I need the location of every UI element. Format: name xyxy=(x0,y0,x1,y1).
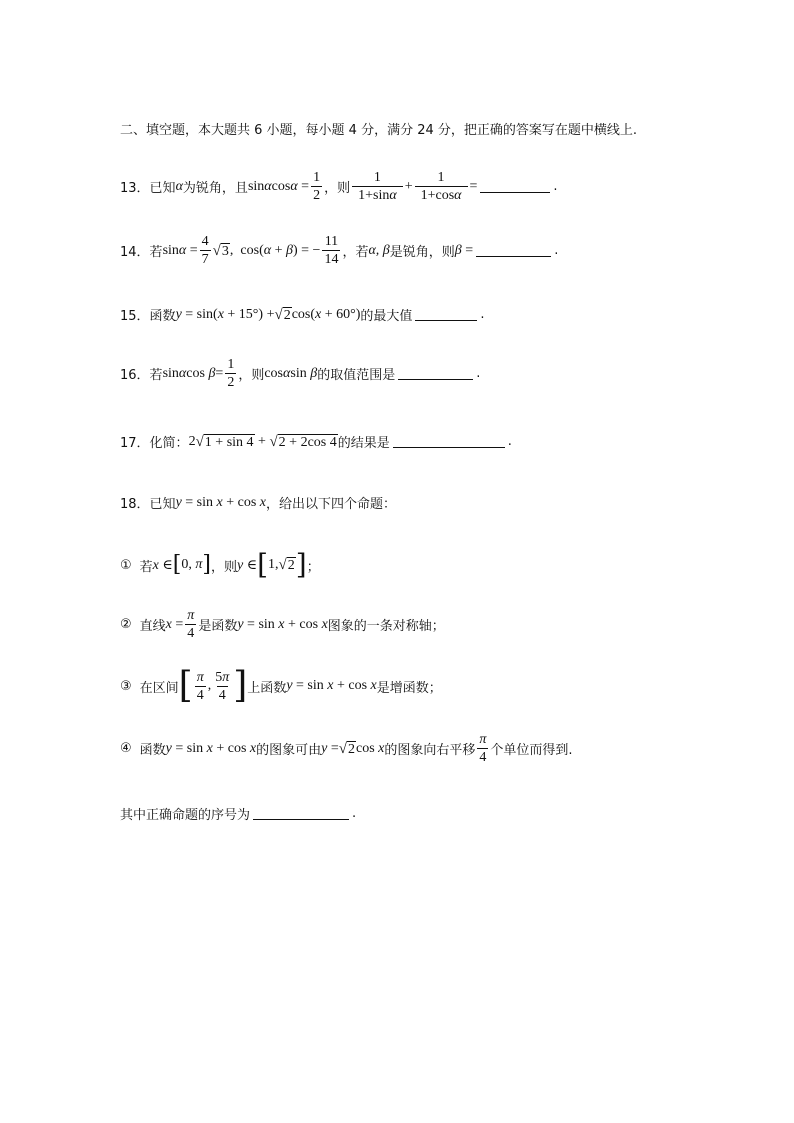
q15-text-1: 函数 xyxy=(149,309,176,324)
section-heading xyxy=(120,119,637,138)
q16-number: 16． xyxy=(120,368,150,383)
q13-frac-sin-num: 1 xyxy=(373,170,381,185)
q14-text-3: 是锐角，则 xyxy=(389,245,455,260)
q14-text-2: ，若 xyxy=(342,245,369,260)
prop4-sqrt2-value: 2 xyxy=(348,741,355,757)
prop3-formula: y = sin x + cos x xyxy=(286,678,377,693)
q13-text-1: 已知 xyxy=(149,181,176,196)
q13-end: . xyxy=(553,179,558,194)
q14-eleven-fourteenths xyxy=(322,234,340,267)
q15-end: . xyxy=(480,307,485,322)
prop2-pi-over-4 xyxy=(185,608,196,641)
q18-text-1: 已知 xyxy=(149,497,176,512)
q15-sqrt2-value: 2 xyxy=(283,307,291,323)
q16-end: . xyxy=(476,366,481,381)
prop1-marker: ① xyxy=(120,557,132,573)
question-16 xyxy=(120,357,480,390)
final-end: . xyxy=(352,806,357,821)
q14-num-11: 11 xyxy=(324,234,339,249)
prop3-5pi-over-4 xyxy=(213,670,231,703)
final-question xyxy=(120,804,356,823)
prop2-x-eq: x = xyxy=(165,616,184,632)
q13-frac-cos-num: 1 xyxy=(437,170,445,185)
prop1-radical-icon: √ xyxy=(278,557,287,573)
q16-sin-cos: sinαcos β= xyxy=(162,365,224,381)
q13-half-fraction xyxy=(311,170,322,203)
q16-half-fraction xyxy=(225,357,236,390)
prop2-formula: y = sin x + cos x xyxy=(237,616,328,632)
q13-frac-cos xyxy=(415,170,468,203)
prop4-text-1: 函数 xyxy=(139,743,166,758)
q14-answer-blank[interactable] xyxy=(476,244,551,257)
prop4-cos-x: cos x xyxy=(356,740,385,756)
prop4-sqrt2 xyxy=(339,741,356,757)
q17-sqrt-b-value: 2 + 2cos 4 xyxy=(278,434,337,450)
q13-frac-sin xyxy=(352,170,403,203)
prop1-text-2: ，则 xyxy=(210,559,237,575)
q16-half-den: 2 xyxy=(227,375,235,390)
q16-half-num: 1 xyxy=(227,357,235,372)
q17-sqrt-a-value: 1 + sin 4 xyxy=(204,434,254,450)
question-17 xyxy=(120,432,512,451)
prop3-four-b: 4 xyxy=(218,687,226,703)
q15-number: 15． xyxy=(120,309,150,324)
prop1-range-one: 1, xyxy=(268,557,279,572)
question-15 xyxy=(120,305,485,324)
prop2-text-2: 是函数 xyxy=(198,619,238,634)
prop3-text-3: 是增函数； xyxy=(376,680,442,696)
q17-number: 17． xyxy=(120,436,150,451)
question-18 xyxy=(120,493,396,512)
q17-text-2: 的结果是 xyxy=(337,436,390,451)
q13-frac-cos-den: 1+cosα xyxy=(415,186,468,203)
q13-number: 13． xyxy=(120,181,150,196)
prop3-comma: , xyxy=(207,678,212,693)
prop3-marker: ③ xyxy=(120,678,132,694)
prop4-text-3: 的图象向右平移 xyxy=(384,743,476,758)
q14-num-4: 4 xyxy=(201,234,209,249)
prop3-pi-a: π xyxy=(196,669,204,685)
q17-sqrt-b xyxy=(269,434,337,450)
prop1-left-bracket-icon: [ xyxy=(172,552,182,577)
q14-end: . xyxy=(554,243,559,258)
q13-frac-sin-den: 1+sinα xyxy=(352,186,403,203)
q17-coef: 2 xyxy=(188,433,196,449)
q13-alpha: α xyxy=(175,178,183,194)
proposition-4 xyxy=(120,732,573,765)
prop4-marker: ④ xyxy=(120,741,132,756)
prop3-5pi: 5π xyxy=(215,669,230,685)
prop4-pi-over-4 xyxy=(477,732,488,765)
q13-text-2: 为锐角，且 xyxy=(182,181,248,196)
prop1-sqrt2 xyxy=(279,557,296,573)
q15-answer-blank[interactable] xyxy=(415,308,477,321)
prop4-text-4: 个单位而得到. xyxy=(490,743,573,758)
q17-radical-a-icon: √ xyxy=(195,433,204,450)
q14-number: 14． xyxy=(120,245,150,260)
prop3-left-bracket-icon: [ xyxy=(178,665,193,706)
q13-answer-blank[interactable] xyxy=(480,180,550,193)
q17-plus: + xyxy=(254,433,270,449)
q15-formula-a: y = sin(x + 15°) + xyxy=(175,306,275,322)
q18-number: 18． xyxy=(120,497,150,512)
q18-formula: y = sin x + cos x xyxy=(175,494,267,510)
question-13 xyxy=(120,170,558,203)
q17-answer-blank[interactable] xyxy=(393,435,505,448)
prop2-pi: π xyxy=(187,608,195,623)
q14-den-14: 14 xyxy=(324,252,339,267)
prop4-formula-a: y = sin x + cos x xyxy=(165,740,257,756)
prop1-text-1: 若 xyxy=(139,559,153,575)
q18-text-2: ，给出以下四个命题： xyxy=(266,497,397,512)
q17-sqrt-a xyxy=(196,434,255,450)
q14-cos-sum: , cos(α + β) = − xyxy=(229,242,321,258)
q14-sqrt3-value: 3 xyxy=(221,243,229,259)
q14-beta-eq: β = xyxy=(454,242,474,258)
prop1-range-left-bracket-icon: [ xyxy=(257,548,269,581)
prop1-end: ； xyxy=(306,559,320,575)
q14-sin-alpha: sinα = xyxy=(162,242,198,258)
q15-radical-icon: √ xyxy=(274,306,283,323)
prop4-radical-icon: √ xyxy=(338,740,347,757)
prop4-four: 4 xyxy=(479,750,487,765)
prop1-y-in: y ∈ xyxy=(236,557,258,573)
q13-half-num: 1 xyxy=(313,170,321,185)
final-text: 其中正确命题的序号为 xyxy=(120,808,251,823)
q14-sqrt3 xyxy=(213,243,230,259)
proposition-1 xyxy=(120,548,320,581)
q17-text-1: 化简： xyxy=(149,436,189,451)
q16-text-2: ，则 xyxy=(238,368,265,383)
q15-formula-b: cos(x + 60°) xyxy=(291,306,361,322)
prop1-sqrt2-value: 2 xyxy=(287,558,295,573)
prop4-text-2: 的图象可由 xyxy=(256,743,322,758)
q15-sqrt2 xyxy=(274,307,291,323)
q13-text-3: ，则 xyxy=(324,181,351,196)
prop2-text-3: 图象的一条对称轴； xyxy=(327,619,445,634)
prop3-four-a: 4 xyxy=(196,687,204,703)
proposition-3 xyxy=(120,665,442,706)
final-answer-blank[interactable] xyxy=(253,807,349,820)
q17-end: . xyxy=(507,434,512,449)
q13-plus: + xyxy=(404,178,413,194)
q14-four-sevenths xyxy=(200,234,211,267)
question-14 xyxy=(120,234,558,267)
q13-half-den: 2 xyxy=(313,188,321,203)
prop4-y-eq: y = xyxy=(321,740,339,756)
q16-answer-blank[interactable] xyxy=(398,367,473,380)
q16-cos-sin: cosαsin β xyxy=(264,365,318,381)
q13-sincos: sinαcosα = xyxy=(247,178,310,194)
proposition-2 xyxy=(120,608,445,641)
q14-text-1: 若 xyxy=(149,245,163,260)
prop3-pi-over-4 xyxy=(195,670,206,703)
section-heading-text: 二、填空题，本大题共 6 小题，每小题 4 分，满分 24 分，把正确的答案写在题中横线上. xyxy=(120,123,638,138)
prop2-text-1: 直线 xyxy=(139,619,166,634)
prop3-text-2: 上函数 xyxy=(247,680,287,696)
prop3-right-bracket-icon: ] xyxy=(233,665,248,706)
q14-alpha-beta: α, β xyxy=(368,242,390,258)
q13-equals: = xyxy=(469,178,478,194)
prop1-interval: 0, π xyxy=(181,557,203,572)
prop2-marker: ② xyxy=(120,617,132,632)
q17-radical-b-icon: √ xyxy=(269,433,278,450)
prop1-x-in: x ∈ xyxy=(152,557,173,573)
prop2-four: 4 xyxy=(187,626,195,641)
q14-radical-icon: √ xyxy=(212,242,221,259)
q15-text-2: 的最大值 xyxy=(360,309,413,324)
prop4-pi: π xyxy=(479,732,487,747)
prop3-text-1: 在区间 xyxy=(139,680,179,696)
prop1-range-right-bracket-icon: ] xyxy=(295,548,307,581)
q14-den-7: 7 xyxy=(201,252,209,267)
q16-text-3: 的取值范围是 xyxy=(317,368,396,383)
q16-text-1: 若 xyxy=(149,368,163,383)
prop1-right-bracket-icon: ] xyxy=(202,552,211,577)
